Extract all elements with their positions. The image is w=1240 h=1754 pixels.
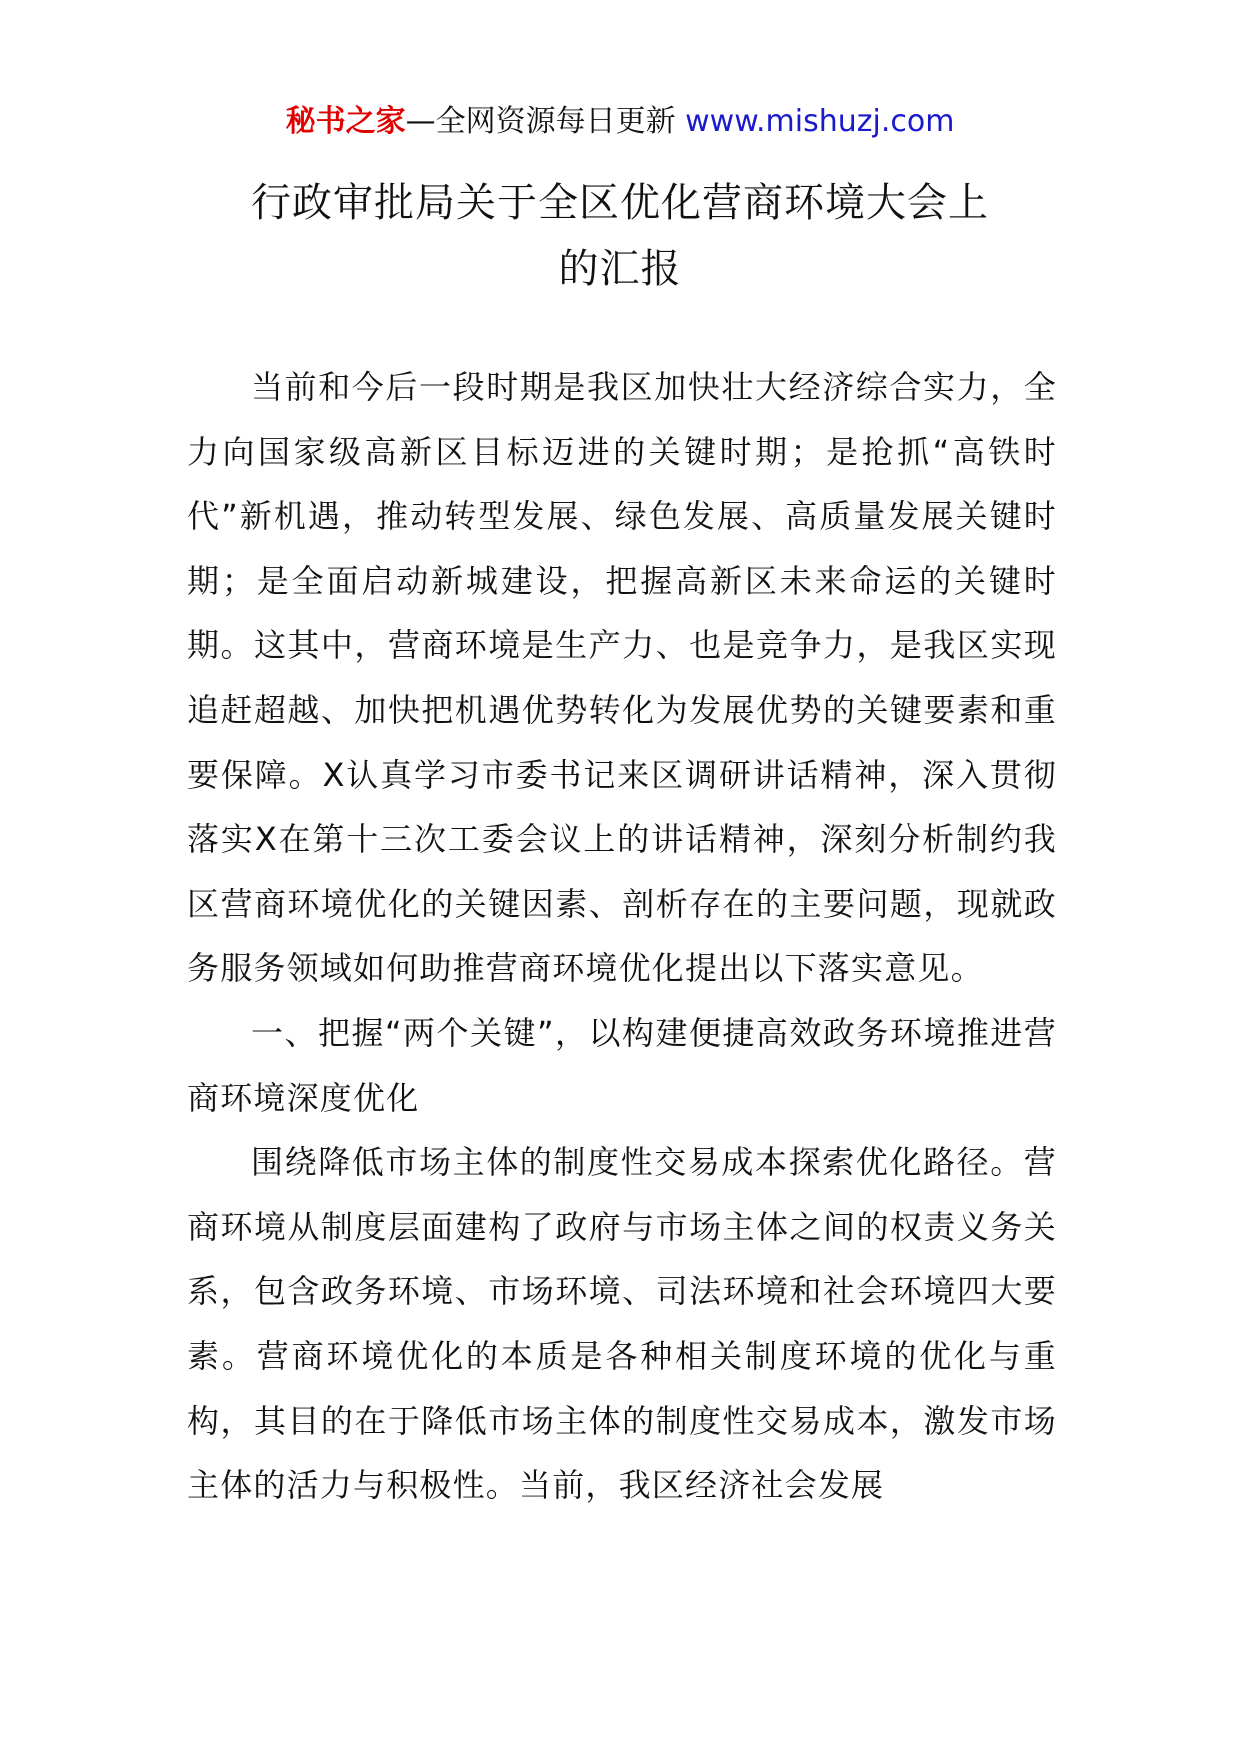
title-line-1: 行政审批局关于全区优化营商环境大会上 bbox=[251, 180, 989, 226]
intro-paragraph: 当前和今后一段时期是我区加快壮大经济综合实力，全力向国家级高新区目标迈进的关键时期；是抢抓“高铁时代”新机遇，推动转型发展、绿色发展、高质量发展关键时期；是全面启动新城建设，把握高新区未来命运的关键时期。这其中，营商环境是生产力、也是竞争力，是我区实现追赶超越、加快把机遇优势转化为发展优势的关键要素和重要保障。X认真学习市委书记来区调研讲话精神，深入贯彻落实X在第十三次工委会议上的讲话精神，深刻分析制约我区营商环境优化的关键因素、剖析存在的主要问题，现就政务服务领域如何助推营商环境优化提出以下落实意见。 bbox=[187, 368, 1057, 988]
body-paragraph: 围绕降低市场主体的制度性交易成本探索优化路径。营商环境从制度层面建构了政府与市场主体之间的权责义务关系，包含政务环境、市场环境、司法环境和社会环境四大要素。营商环境优化的本质是各种相关制度环境的优化与重构，其目的在于降低市场主体的制度性交易成本，激发市场主体的活力与积极性。当前，我区经济社会发展 bbox=[187, 1143, 1057, 1505]
section-heading: 一、把握“两个关键”，以构建便捷高效政务环境推进营商环境深度优化 bbox=[187, 1013, 1057, 1117]
title-line-2: 的汇报 bbox=[558, 246, 682, 292]
brand-name: 秘书之家 bbox=[285, 104, 406, 139]
site-url-link[interactable]: www.mishuzj.com bbox=[685, 104, 955, 139]
document-body bbox=[187, 355, 1057, 1518]
header-tagline: —全网资源每日更新 bbox=[405, 104, 686, 139]
watermark-header bbox=[0, 102, 1240, 142]
document-title bbox=[0, 170, 1240, 302]
